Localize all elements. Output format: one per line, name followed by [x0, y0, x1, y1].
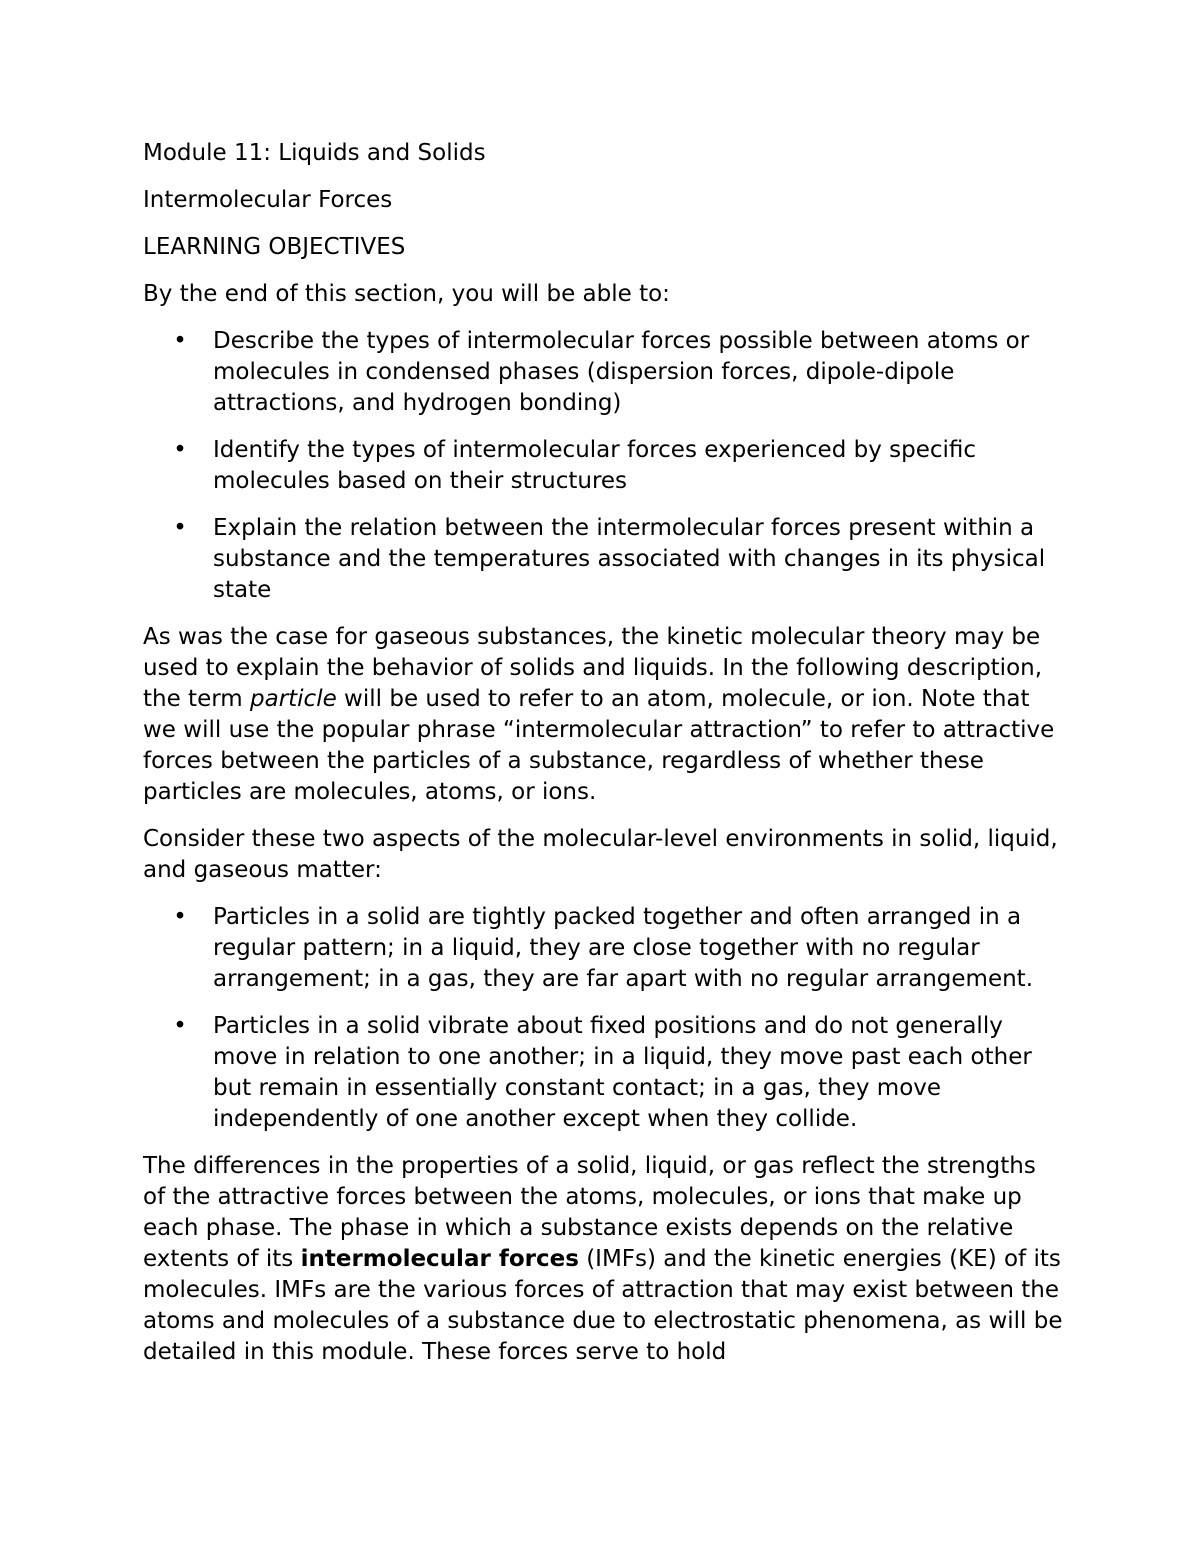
objective-item	[143, 326, 1063, 419]
aspect-item	[143, 902, 1063, 995]
section-title: Intermolecular Forces	[143, 187, 393, 213]
paragraph-text: will be used to refer to an atom, molecule, or ion. Note that we will use the popular phrase “intermolecular attraction” to refer to attractive forces between the particles of a substance, regardless of whether these particles are molecules, atoms, or ions.	[143, 686, 1055, 805]
objective-text: Explain the relation between the intermolecular forces present within a substance and the temperatures associated with changes in its physical state	[213, 515, 1046, 603]
bullet-icon: •	[173, 515, 187, 541]
bullet-icon: •	[173, 328, 187, 354]
paragraph-text: As was the case for gaseous substances, the kinetic molecular theory may be used to explain the behavior of solids and liquids. In the following description, the term	[143, 624, 1043, 712]
objective-item	[143, 435, 1063, 497]
bullet-icon: •	[173, 1013, 187, 1039]
term-intermolecular-forces: intermolecular forces	[300, 1246, 579, 1272]
objectives-list	[143, 326, 1063, 606]
objective-text: Identify the types of intermolecular forces experienced by specific molecules based on their structures	[213, 437, 977, 494]
paragraph-phase-differences	[143, 1151, 1063, 1368]
objective-item	[143, 513, 1063, 606]
paragraph-text: (IMFs) and the kinetic energies (KE) of its molecules. IMFs are the various forces of attraction that may exist between the atoms and molecules of a substance due to electrostatic phenomena, as will be detailed in this module. These forces serve to hold	[143, 1246, 1063, 1365]
bullet-icon: •	[173, 437, 187, 463]
objectives-intro: By the end of this section, you will be able to:	[143, 281, 670, 307]
term-particle: particle	[250, 686, 337, 712]
paragraph-kinetic-theory	[143, 622, 1063, 808]
module-title: Module 11: Liquids and Solids	[143, 140, 486, 166]
aspect-text: Particles in a solid are tightly packed together and often arranged in a regular pattern; in a liquid, they are close together with no regular arrangement; in a gas, they are far apart with no regular arrangement.	[213, 904, 1034, 992]
aspect-item	[143, 1011, 1063, 1135]
paragraph-text: The differences in the properties of a solid, liquid, or gas reflect the strengths of the attractive forces between the atoms, molecules, or ions that make up each phase. The phase in which a substance exists depends on the relative extents of its	[143, 1153, 1036, 1272]
bullet-icon: •	[173, 904, 187, 930]
objectives-heading: LEARNING OBJECTIVES	[143, 234, 406, 260]
aspect-text: Particles in a solid vibrate about fixed positions and do not generally move in relation to one another; in a liquid, they move past each other but remain in essentially constant contact; in a gas, they move independently of one another except when they collide.	[213, 1013, 1032, 1132]
paragraph-aspects-intro: Consider these two aspects of the molecular-level environments in solid, liquid, and gaseous matter:	[143, 826, 1058, 883]
objective-text: Describe the types of intermolecular forces possible between atoms or molecules in condensed phases (dispersion forces, dipole-dipole attractions, and hydrogen bonding)	[213, 328, 1030, 416]
document-page	[143, 138, 1063, 1384]
aspects-list	[143, 902, 1063, 1135]
